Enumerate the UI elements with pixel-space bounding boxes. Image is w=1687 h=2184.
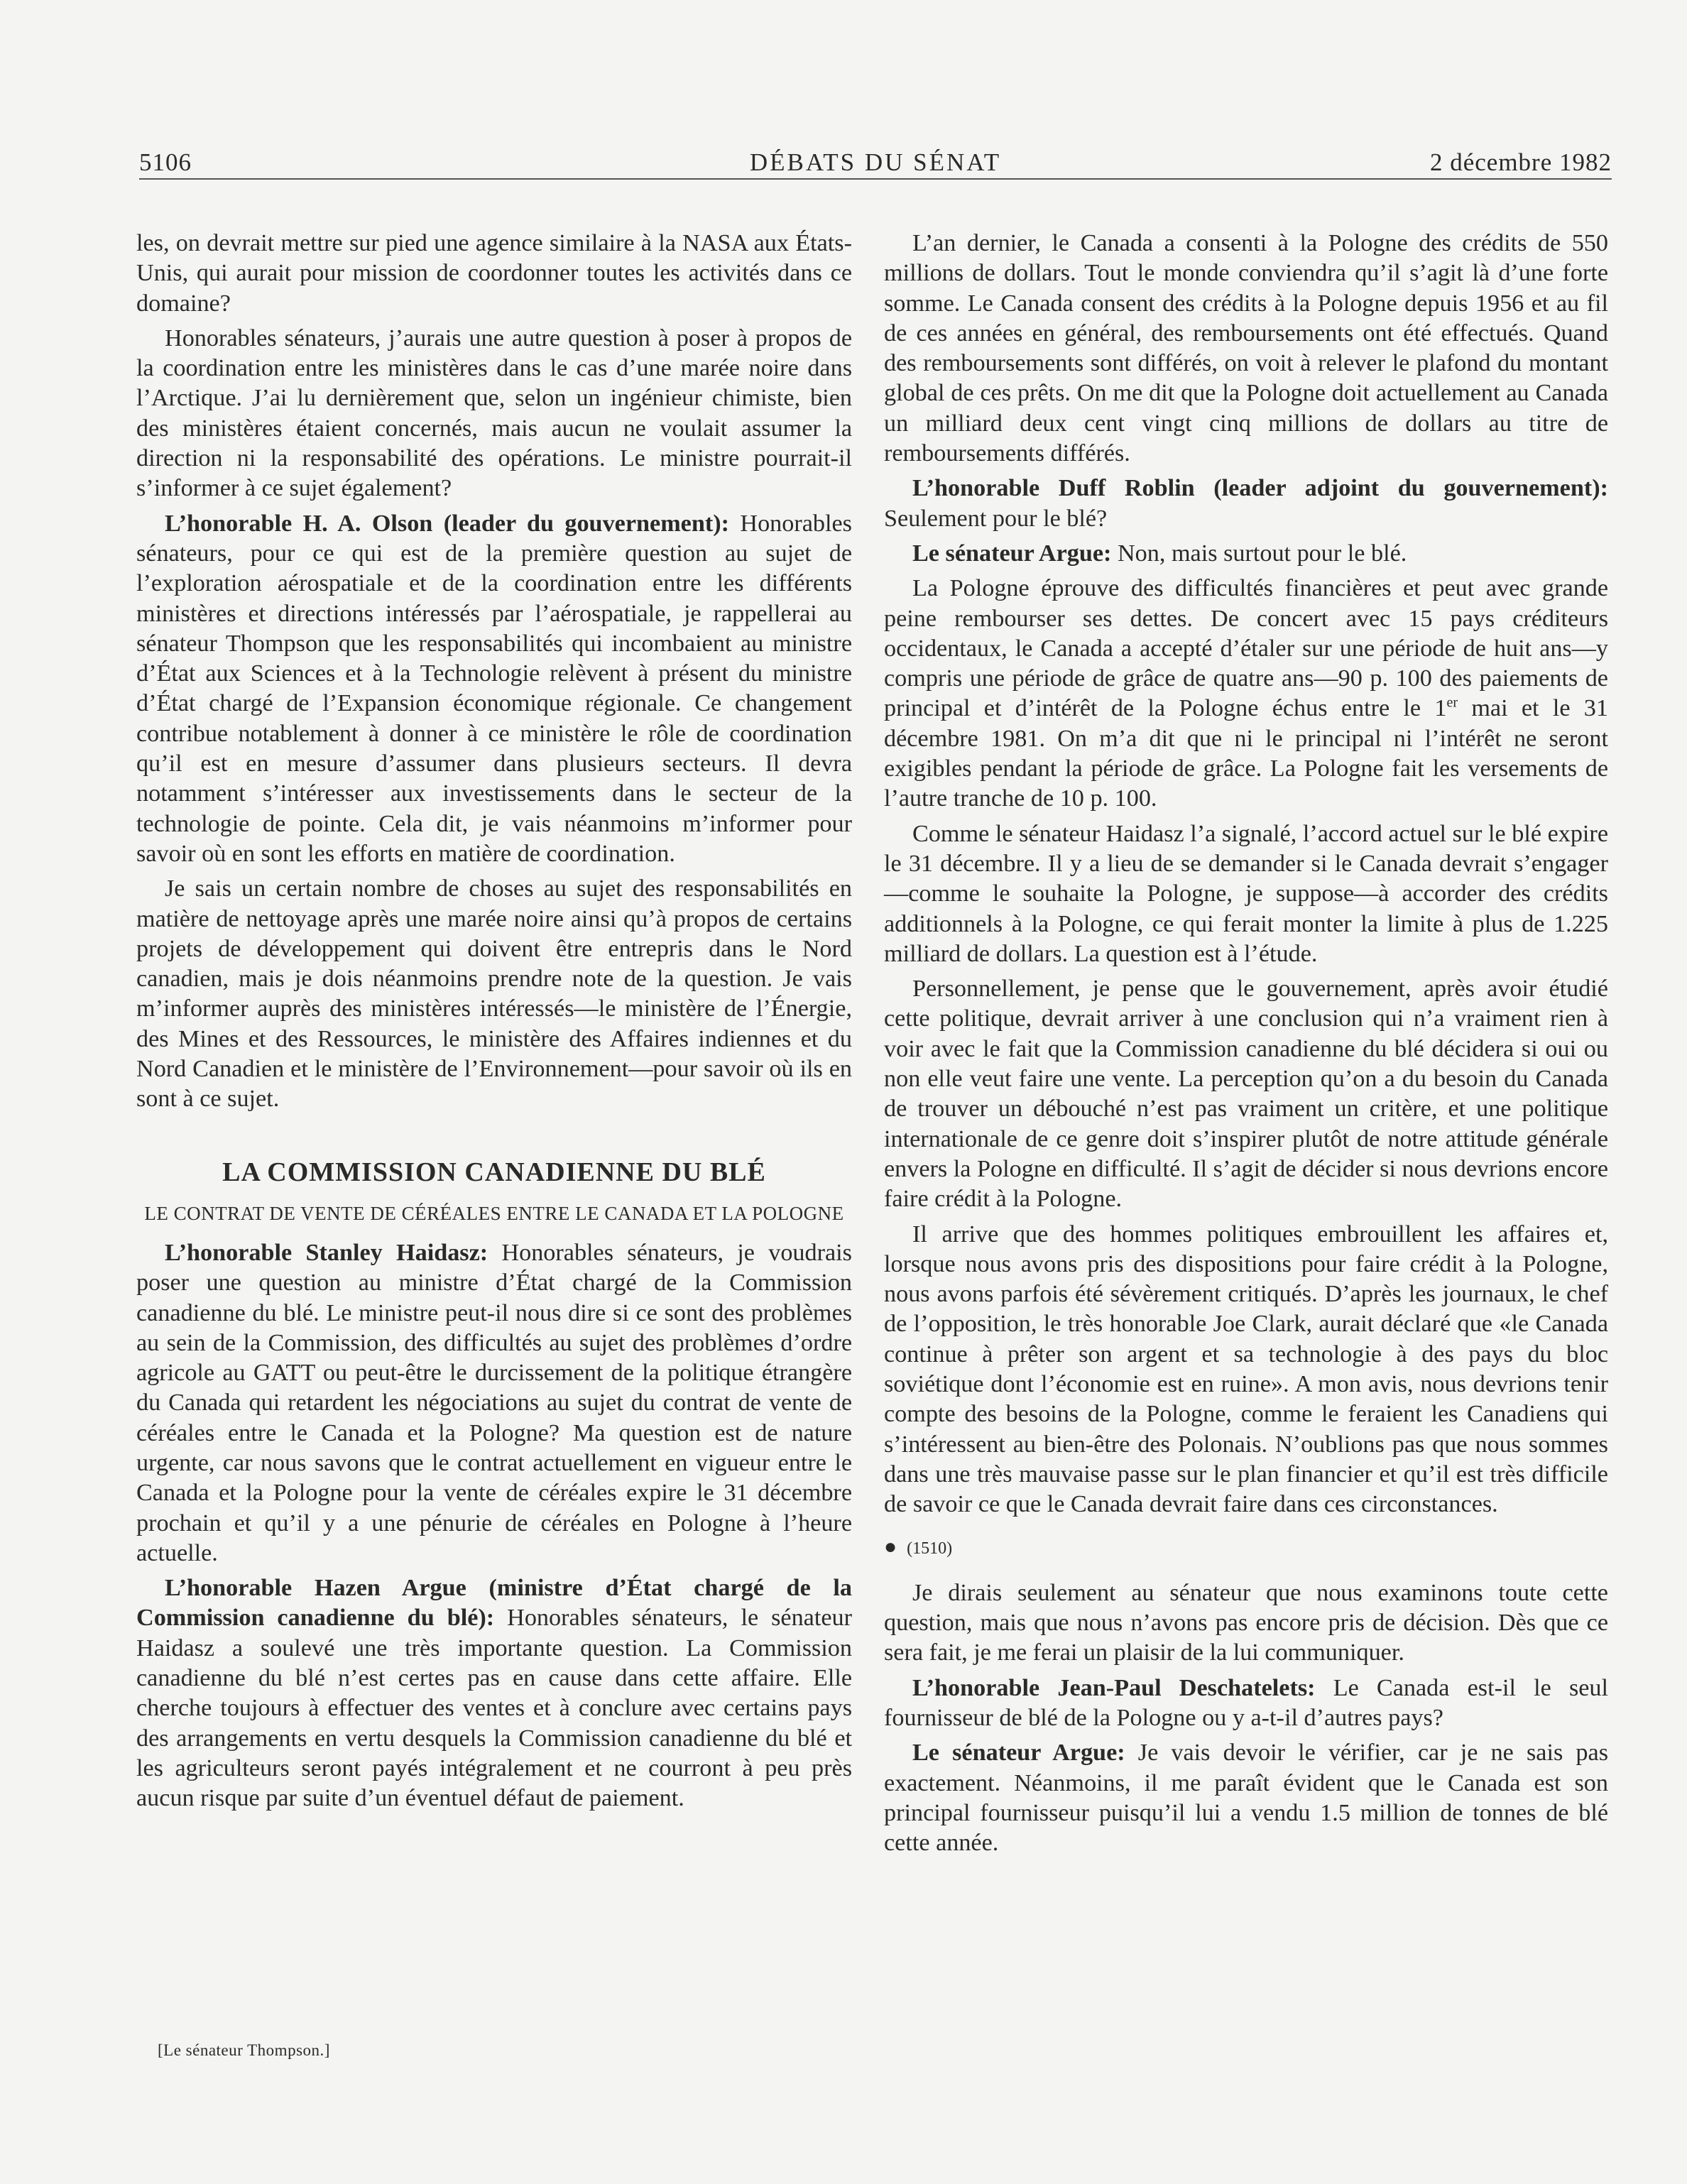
paragraph [136, 509, 852, 870]
left-column [136, 229, 852, 1819]
paragraph: La Pologne éprouve des difficultés financières et peut avec grande peine rembourser ses dettes. De concert avec 15 pays créditeurs occidentaux, le Canada a accepté d’étaler sur une période de huit ans—y compris une période de grâce de quatre ans—90 p. 100 des paiements de principal et d’intérêt de la Pologne échus entre le 1er mai et le 31 décembre 1981. On m’a dit que ni le principal ni l’intérêt ne seront exigibles pendant la période de grâce. La Pologne fait les versements de l’autre tranche de 10 p. 100. [884, 575, 1608, 812]
page-date: 2 décembre 1982 [1429, 148, 1612, 176]
speaker-name: L’honorable Jean-Paul Deschatelets: [912, 1674, 1316, 1701]
speaker-name: L’honorable Duff Roblin (leader adjoint du gouvernement): [912, 475, 1608, 502]
speaker-name: Le sénateur Argue: [912, 540, 1112, 567]
paragraph: Je dirais seulement au sénateur que nous examinons toute cette question, mais que nous n’avons pas encore pris de décision. Dès que ce sera fait, je me ferai un plaisir de la lui communiquer. [884, 1579, 1608, 1666]
speech-text: Honorables sénateurs, le sénateur Haidasz a soulevé une très importante question. La Commission canadienne du blé n’est certes pas en cause dans cette affaire. Elle cherche toujours à effectuer des ventes et à conclure avec certains pays des arrangements en vertu desquels la Commission canadienne du blé et les agriculteurs seront payés intégralement et ne courront à peu près aucun risque par suite d’un éventuel défaut de paiement. [136, 1605, 853, 1812]
paragraph [136, 1238, 852, 1568]
speaker-name: L’honorable Hazen Argue (ministre d’État chargé de la Commission canadienne du blé): [136, 1575, 852, 1632]
paragraph: Comme le sénateur Haidasz l’a signalé, l’accord actuel sur le blé expire le 31 décembre. Il y a lieu de se demander si le Canada devrait s’engager—comme le souhaite la Pologne, je suppose—à accorder des crédits additionnels à la Pologne, ce qui ferait monter la limite à plus de 1.225 milliard de dollars. La question est à l’étude. [884, 820, 1608, 967]
speaker-name: Le sénateur Argue: [912, 1740, 1125, 1767]
time-stamp: (1510) [907, 1539, 953, 1558]
paragraph [884, 1674, 1608, 1734]
paragraph: les, on devrait mettre sur pied une agence similaire à la NASA aux États-Unis, qui aurait pour mission de coordonner toutes les activités dans ce domaine? [136, 230, 852, 317]
paragraph [136, 1573, 852, 1813]
section-title: LA COMMISSION CANADIENNE DU BLÉ [222, 1157, 766, 1187]
time-marker [884, 1532, 1608, 1563]
paragraph: L’an dernier, le Canada a consenti à la Pologne des crédits de 550 millions de dollars. Tout le monde conviendra qu’il s’agit là d’une forte somme. Le Canada consent des crédits à la Pologne depuis 1956 et au fil de ces années en général, des remboursements ont été effectués. Quand des remboursements sont différés, on voit à relever le plafond du montant global de ces prêts. On me dit que la Pologne doit actuellement au Canada un milliard deux cent vingt cinq millions de dollars au titre de remboursements différés. [884, 230, 1608, 467]
page-header [139, 144, 1612, 180]
paragraph: Honorables sénateurs, j’aurais une autre question à poser à propos de la coordination entre les ministères dans le cas d’une marée noire dans l’Arctique. J’ai lu dernièrement que, selon un ingénieur chimiste, bien des ministères étaient concernés, mais aucun ne voulait assumer la direction ni la responsabilité des opérations. Le ministre pourrait-il s’informer à ce sujet également? [136, 324, 852, 502]
speech-text: Honorables sénateurs, pour ce qui est de la première question au sujet de l’exploration aérospatiale et de la coordination entre les différents ministères et directions intéressés par l’aérospatiale, je rappellerai au sénateur Thompson que les responsabilités qui incombaient au ministre d’État aux Sciences et à la Technologie relèvent à présent du ministre d’État chargé de l’Expansion économique régionale. Ce changement contribue notablement à donner à ce ministère le rôle de coordination qu’il est en mesure d’assumer dans plusieurs secteurs. Il devra notamment s’intéresser aux investissements dans le secteur de la technologie de pointe. Cela dit, je vais néanmoins m’informer pour savoir où en sont les efforts en matière de coordination. [136, 510, 852, 867]
paragraph [884, 1738, 1608, 1858]
section-subtitle: LE CONTRAT DE VENTE DE CÉRÉALES ENTRE LE CANADA ET LA POLOGNE [144, 1202, 844, 1224]
page-number: 5106 [139, 148, 192, 176]
superscript: er [1446, 695, 1458, 711]
paragraph: Personnellement, je pense que le gouvernement, après avoir étudié cette politique, devrait arriver à une conclusion qui n’a vraiment rien à voir avec le fait que la Commission canadienne du blé décidera si oui ou non elle veut faire une vente. La perception qu’on a du besoin du Canada de trouver un débouché n’est pas vraiment un critère, et une politique internationale de ce genre doit s’inspirer plutôt de notre attitude générale envers la Pologne en difficulté. Il s’agit de décider si nous devrions encore faire crédit à la Pologne. [884, 976, 1608, 1213]
right-column [884, 229, 1608, 1863]
paragraph [884, 474, 1608, 534]
speaker-name: L’honorable H. A. Olson (leader du gouvernement): [165, 510, 730, 537]
speaker-name: L’honorable Stanley Haidasz: [165, 1239, 488, 1266]
speech-text: Honorables sénateurs, je voudrais poser une question au ministre d’État chargé de la Commission canadienne du blé. Le ministre peut-il nous dire si ce sont des problèmes au sein de la Commission, des difficultés au sujet des problèmes d’ordre agricole au GATT ou peut-être le durcissement de la politique étrangère du Canada qui retardent les négociations au sujet du contrat de vente de céréales entre le Canada et la Pologne? Ma question est de nature urgente, car nous savons que le contrat actuellement en vigueur entre le Canada et la Pologne pour la vente de céréales expire le 31 décembre prochain et qu’il y a une pénurie de céréales en Pologne à l’heure actuelle. [136, 1239, 852, 1566]
paragraph [884, 539, 1608, 569]
speech-text: Le Canada est-il le seul fournisseur de blé de la Pologne ou y a-t-il d’autres pays? [884, 1674, 1609, 1731]
speech-text: Je vais devoir le vérifier, car je ne sais pas exactement. Néanmoins, il me paraît évident que le Canada est son principal fournisseur puisqu’il lui a vendu 1.5 million de tonnes de blé cette année. [884, 1740, 1608, 1857]
page-title: DÉBATS DU SÉNAT [749, 148, 1002, 176]
paragraph: Il arrive que des hommes politiques embrouillent les affaires et, lorsque nous avons pris des dispositions pour faire crédit à la Pologne, nous avons parfois été sévèrement critiqués. D’après les journaux, le chef de l’opposition, le très honorable Joe Clark, aurait déclaré que «le Canada continue à prêter son argent et sa technologie à des pays du bloc soviétique dont l’économie est en ruine». A mon avis, nous devrions tenir compte des besoins de la Pologne, comme le feraient les Canadiens qui s’intéressent au bien-être des Polonais. N’oublions pas que nous sommes dans une très mauvaise passe sur le plan financier et qu’il est très difficile de savoir ce que le Canada devrait faire dans ces circonstances. [884, 1221, 1608, 1518]
speech-text: Non, mais surtout pour le blé. [1111, 540, 1407, 567]
footnote: [Le sénateur Thompson.] [158, 2041, 330, 2059]
speech-text: Seulement pour le blé? [884, 505, 1108, 532]
paragraph: Je sais un certain nombre de choses au sujet des responsabilités en matière de nettoyage après une marée noire ainsi qu’à propos de certains projets de développement qui doivent être entrepris dans le Nord canadien, mais je dois néanmoins prendre note de la question. Je vais m’informer auprès des ministères intéressés—le ministère de l’Énergie, des Mines et des Ressources, le ministère des Affaires indiennes et du Nord Canadien et le ministère de l’Environnement—pour savoir où ils en sont à ce sujet. [136, 875, 852, 1113]
bullet-icon: ● [884, 1535, 897, 1559]
